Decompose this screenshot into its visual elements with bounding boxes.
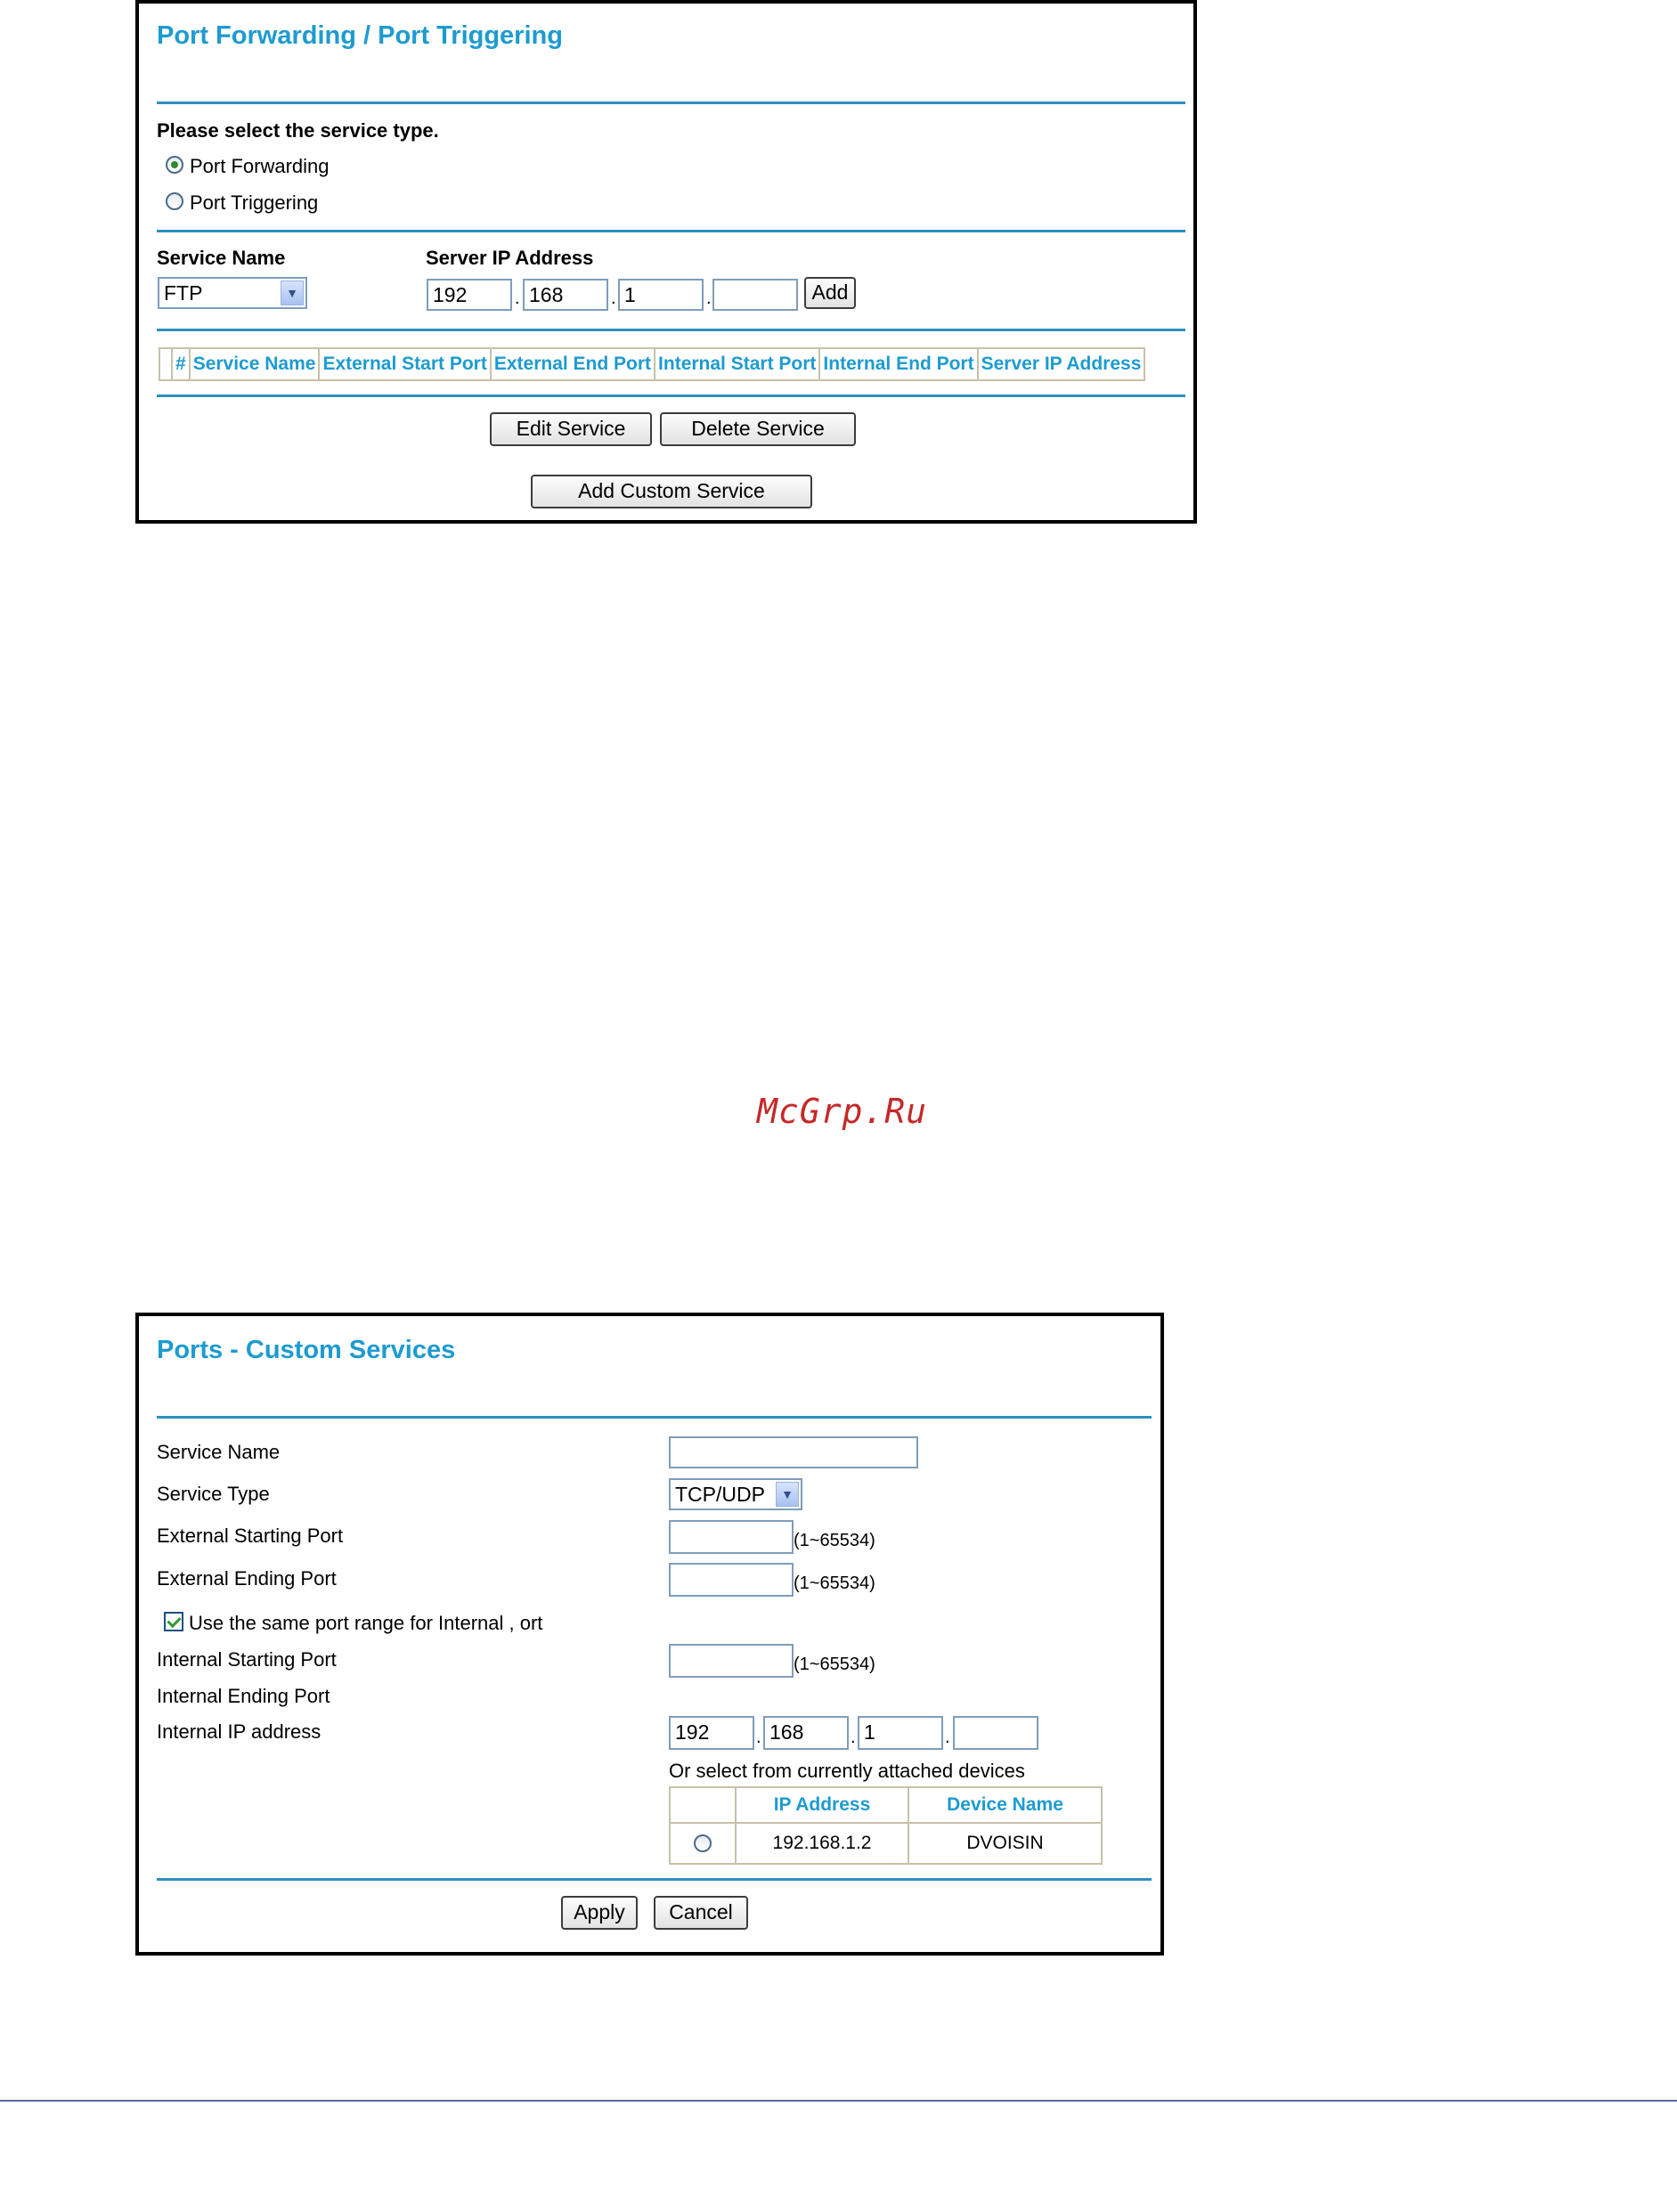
add-button[interactable]: Add bbox=[804, 277, 856, 309]
table-row[interactable] bbox=[670, 1823, 1102, 1864]
external-starting-port-input[interactable] bbox=[669, 1520, 794, 1554]
service-type-prompt: Please select the service type. bbox=[157, 119, 439, 142]
port-triggering-label[interactable]: Port Triggering bbox=[190, 191, 319, 214]
internal-ip-address-label: Internal IP address bbox=[157, 1720, 322, 1743]
ip-separator: . bbox=[611, 289, 616, 308]
attached-devices-table bbox=[669, 1786, 1103, 1865]
apply-button[interactable]: Apply bbox=[561, 1896, 638, 1930]
device-name-cell: DVOISIN bbox=[908, 1823, 1102, 1864]
service-name-label: Service Name bbox=[157, 247, 286, 269]
internal-starting-port-label: Internal Starting Port bbox=[157, 1648, 337, 1671]
ip-separator: . bbox=[515, 289, 520, 308]
divider bbox=[157, 1416, 1152, 1419]
table-header-select bbox=[159, 348, 172, 380]
port-forwarding-label[interactable]: Port Forwarding bbox=[190, 155, 330, 177]
server-ip-octet-4[interactable] bbox=[712, 279, 798, 311]
service-type-select[interactable] bbox=[669, 1478, 802, 1510]
ip-separator: . bbox=[706, 289, 712, 308]
page-title: Ports - Custom Services bbox=[157, 1336, 456, 1364]
external-starting-port-label: External Starting Port bbox=[157, 1525, 344, 1547]
table-header-row bbox=[159, 348, 1144, 380]
ip-separator: . bbox=[756, 1728, 761, 1747]
divider bbox=[157, 102, 1185, 104]
table-header-select bbox=[670, 1787, 736, 1823]
port-forwarding-radio[interactable] bbox=[166, 156, 183, 174]
page-title: Port Forwarding / Port Triggering bbox=[157, 21, 563, 50]
external-ending-port-input[interactable] bbox=[669, 1563, 794, 1597]
internal-ip-octet-3[interactable]: 1 bbox=[858, 1716, 943, 1750]
divider bbox=[157, 1878, 1152, 1881]
table-header-server-ip-address: Server IP Address bbox=[978, 348, 1145, 380]
internal-ending-port-label: Internal Ending Port bbox=[157, 1685, 330, 1707]
range-hint: (1~65534) bbox=[794, 1655, 875, 1674]
table-header-row bbox=[670, 1787, 1102, 1823]
watermark: McGrp.Ru bbox=[757, 1092, 928, 1131]
divider bbox=[157, 329, 1185, 331]
attached-devices-label: Or select from currently attached devices bbox=[669, 1760, 1025, 1782]
external-ending-port-label: External Ending Port bbox=[157, 1567, 337, 1590]
internal-ip-octet-4[interactable] bbox=[953, 1716, 1038, 1750]
table-header-internal-end-port: Internal End Port bbox=[819, 348, 977, 380]
chevron-down-icon[interactable]: ▼ bbox=[281, 281, 304, 305]
service-name-label: Service Name bbox=[157, 1441, 281, 1463]
service-name-value: FTP bbox=[164, 281, 203, 305]
table-header-internal-start-port: Internal Start Port bbox=[655, 348, 819, 380]
table-header-external-start-port: External Start Port bbox=[319, 348, 490, 380]
range-hint: (1~65534) bbox=[794, 1574, 875, 1593]
device-select-cell bbox=[670, 1823, 736, 1864]
edit-service-button[interactable]: Edit Service bbox=[490, 412, 652, 446]
service-type-label: Service Type bbox=[157, 1483, 270, 1505]
service-type-value: TCP/UDP bbox=[675, 1483, 765, 1506]
same-port-range-label[interactable]: Use the same port range for Internal , ort bbox=[189, 1612, 543, 1634]
internal-ip-octet-2[interactable]: 168 bbox=[763, 1716, 849, 1750]
ip-separator: . bbox=[945, 1728, 950, 1747]
same-port-range-checkbox[interactable] bbox=[164, 1612, 183, 1631]
divider bbox=[157, 230, 1185, 232]
port-triggering-radio[interactable] bbox=[166, 192, 183, 210]
service-name-input[interactable] bbox=[669, 1436, 918, 1468]
service-name-select[interactable] bbox=[158, 277, 307, 309]
cancel-button[interactable]: Cancel bbox=[654, 1896, 748, 1930]
delete-service-button[interactable]: Delete Service bbox=[660, 412, 856, 446]
divider bbox=[157, 394, 1185, 397]
table-header-ip-address: IP Address bbox=[736, 1787, 908, 1823]
chevron-down-icon[interactable]: ▼ bbox=[776, 1482, 799, 1507]
table-header-device-name: Device Name bbox=[908, 1787, 1102, 1823]
device-ip-cell: 192.168.1.2 bbox=[736, 1823, 908, 1864]
port-forwarding-table bbox=[159, 347, 1145, 381]
internal-ip-octet-1[interactable]: 192 bbox=[669, 1716, 754, 1750]
server-ip-label: Server IP Address bbox=[426, 247, 594, 269]
server-ip-octet-1[interactable]: 192 bbox=[427, 279, 512, 311]
ip-separator: . bbox=[851, 1728, 856, 1747]
server-ip-octet-2[interactable]: 168 bbox=[523, 279, 608, 311]
internal-starting-port-input[interactable] bbox=[669, 1644, 794, 1678]
table-header-service-name: Service Name bbox=[190, 348, 320, 380]
footer-divider bbox=[0, 2100, 1677, 2102]
add-custom-service-button[interactable]: Add Custom Service bbox=[531, 475, 812, 508]
table-header-number: # bbox=[172, 348, 190, 380]
range-hint: (1~65534) bbox=[794, 1531, 875, 1550]
server-ip-octet-3[interactable]: 1 bbox=[618, 279, 704, 311]
device-select-radio[interactable] bbox=[694, 1834, 712, 1852]
table-header-external-end-port: External End Port bbox=[491, 348, 655, 380]
